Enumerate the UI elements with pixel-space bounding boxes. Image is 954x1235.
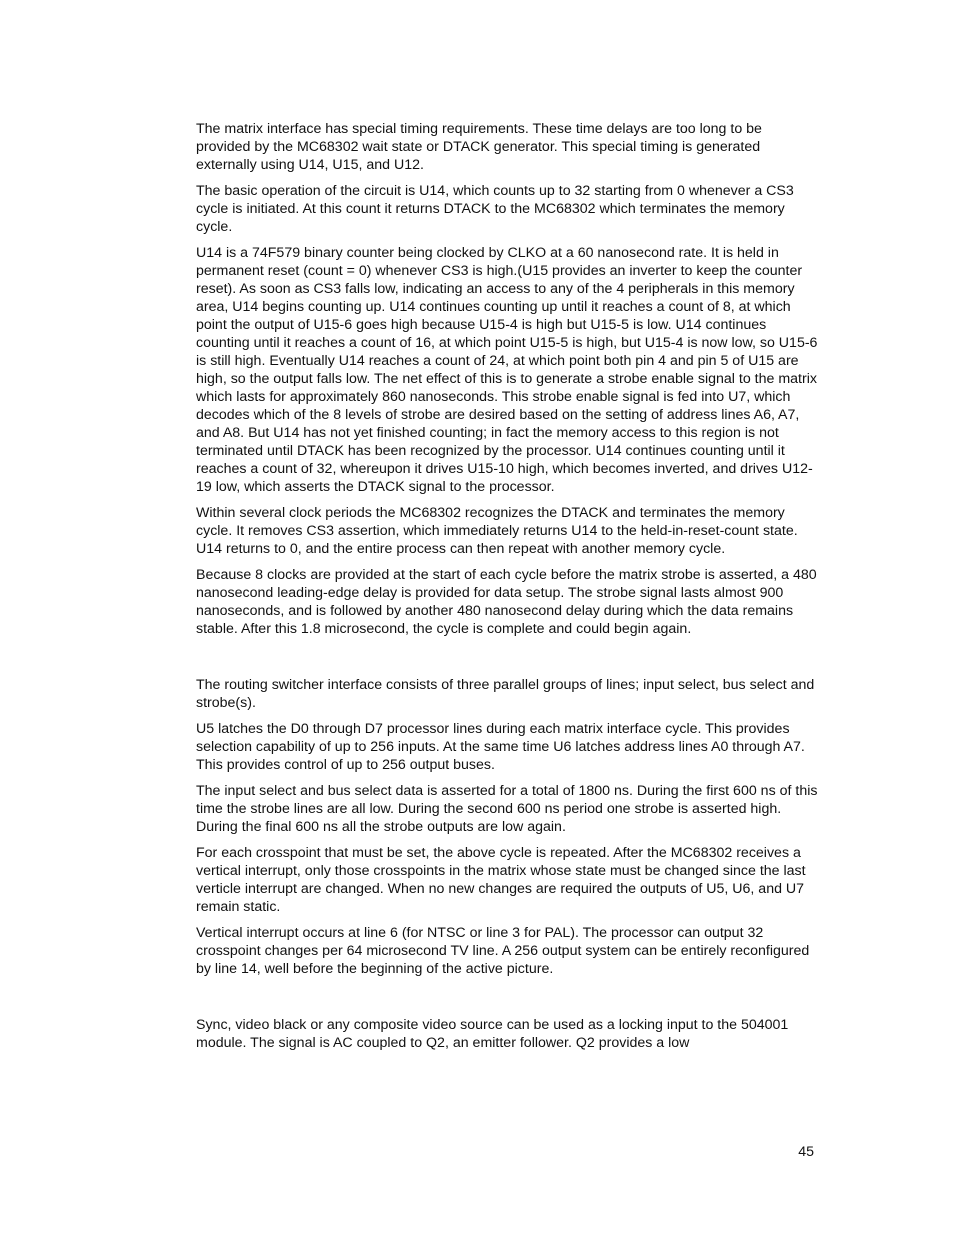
section-sync-input — [196, 1016, 818, 1052]
paragraph: U14 is a 74F579 binary counter being clocked by CLKO at a 60 nanosecond rate. It is held in permanent reset (count = 0) whenever CS3 is high.(U15 provides an inverter to keep the counter reset). As soon as CS3 falls low, indicating an access to any of the 4 peripherals in this memory area, U14 begins counting up. U14 continues counting up until it reaches a count of 8, at which point the output of U15-6 goes high because U15-4 is high but U15-5 is low. U14 continues counting until it reaches a count of 16, at which point U15-5 is high, but U15-4 is now low, so U15-6 is still high. Eventually U14 reaches a count of 24, at which point both pin 4 and pin 5 of U15 are high, so the output falls low. The net effect of this is to generate a strobe enable signal to the matrix which lasts for approximately 860 nanoseconds. This strobe enable signal is fed into U7, which decodes which of the 8 levels of strobe are desired based on the setting of address lines A6, A7, and A8. But U14 has not yet finished counting; in fact the memory access to this region is not terminated until DTACK has been recognized by the processor. U14 continues counting until it reaches a count of 32, whereupon it drives U15-10 high, which becomes inverted, and drives U12-19 low, which asserts the DTACK signal to the processor. — [196, 245, 818, 495]
section-routing-switcher — [196, 676, 818, 978]
paragraph: The basic operation of the circuit is U14, which counts up to 32 starting from 0 whenever a CS3 cycle is initiated. At this count it returns DTACK to the MC68302 which terminates the memory cycle. — [196, 183, 794, 235]
paragraph: Because 8 clocks are provided at the start of each cycle before the matrix strobe is asserted, a 480 nanosecond leading-edge delay is provided for data setup. The strobe signal lasts almost 900 nanoseconds, and is followed by another 480 nanosecond delay during which the data remains stable. After this 1.8 microsecond, the cycle is complete and could begin again. — [196, 567, 817, 637]
paragraph: U5 latches the D0 through D7 processor lines during each matrix interface cycle. This provides selection capability of up to 256 inputs. At the same time U6 latches address lines A0 through A7. This provides control of up to 256 output buses. — [196, 721, 805, 773]
paragraph: For each crosspoint that must be set, the above cycle is repeated. After the MC68302 receives a vertical interrupt, only those crosspoints in the matrix whose state must be changed since the last verticle interrupt are changed. When no new changes are required the outputs of U5, U6, and U7 remain static. — [196, 845, 806, 915]
section-spacer — [196, 646, 818, 676]
section-matrix-timing — [196, 120, 818, 638]
paragraph: Vertical interrupt occurs at line 6 (for NTSC or line 3 for PAL). The processor can output 32 crosspoint changes per 64 microsecond TV line. A 256 output system can be entirely reconfigured by line 14, well before the beginning of the active picture. — [196, 925, 810, 977]
section-spacer — [196, 986, 818, 1016]
document-body — [196, 120, 818, 1060]
paragraph: Within several clock periods the MC68302 recognizes the DTACK and terminates the memory cycle. It removes CS3 assertion, which immediately returns U14 to the held-in-reset-count state. U14 returns to 0, and the entire process can then repeat with another memory cycle. — [196, 505, 798, 557]
paragraph: The routing switcher interface consists of three parallel groups of lines; input select, bus select and strobe(s). — [196, 677, 815, 711]
paragraph: The input select and bus select data is asserted for a total of 1800 ns. During the first 600 ns of this time the strobe lines are all low. During the second 600 ns period one strobe is asserted high. During the final 600 ns all the strobe outputs are low again. — [196, 783, 818, 835]
page-number: 45 — [798, 1144, 814, 1160]
paragraph: The matrix interface has special timing requirements. These time delays are too long to be provided by the MC68302 wait state or DTACK generator. This special timing is generated externally using U14, U15, and U12. — [196, 121, 762, 173]
paragraph: Sync, video black or any composite video source can be used as a locking input to the 504001 module. The signal is AC coupled to Q2, an emitter follower. Q2 provides a low — [196, 1017, 789, 1051]
